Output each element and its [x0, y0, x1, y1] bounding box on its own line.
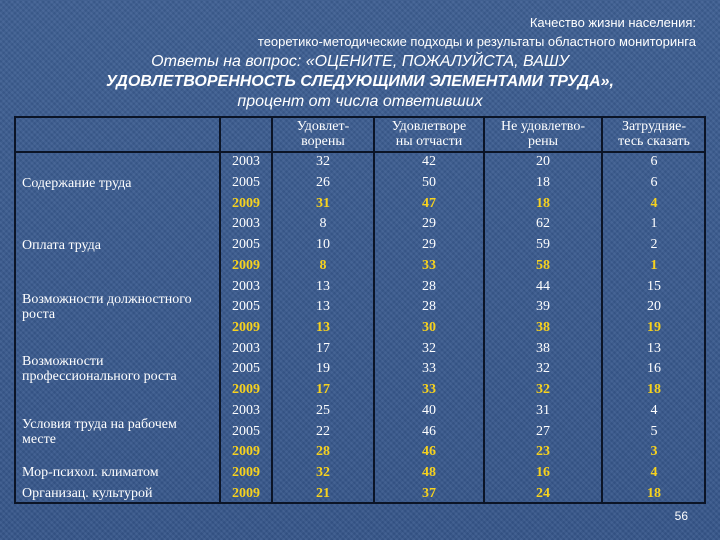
value-cell: 28	[316, 444, 330, 460]
title-line-2: УДОВЛЕТВОРЕННОСТЬ СЛЕДУЮЩИМИ ЭЛЕМЕНТАМИ ТРУДА»,	[106, 73, 614, 90]
title-line-1: Ответы на вопрос: «ОЦЕНИТЕ, ПОЖАЛУЙСТА, ВАШУ	[151, 53, 569, 70]
value-cell: 25	[316, 402, 330, 418]
value-cell: 58	[536, 257, 550, 273]
value-cell: 48	[422, 464, 436, 480]
value-cell: 15	[647, 278, 661, 294]
value-cell: 18	[647, 382, 661, 398]
column-header	[602, 119, 706, 149]
value-cell: 21	[316, 485, 330, 501]
table-border-left	[14, 116, 16, 504]
header-line-2: теоретико-методические подходы и результаты областного мониторинга	[257, 34, 696, 49]
value-cell: 18	[536, 195, 550, 211]
value-cell: 13	[316, 299, 330, 315]
value-cell: 29	[422, 237, 436, 253]
value-cell: 2	[650, 237, 658, 253]
year-cell: 2009	[232, 195, 260, 211]
value-cell: 39	[536, 299, 550, 315]
value-cell: 26	[316, 175, 330, 191]
row-group-label: Организац. культурой	[22, 486, 153, 502]
value-cell: 13	[316, 319, 330, 335]
year-cell: 2009	[232, 319, 260, 335]
row-group-label: Оплата труда	[22, 237, 102, 253]
value-cell: 5	[650, 423, 658, 439]
column-header-line-2: ны отчасти	[395, 134, 463, 149]
row-group-label: Возможности профессионального роста	[22, 354, 177, 385]
value-cell: 29	[422, 216, 436, 232]
value-cell: 3	[650, 444, 658, 460]
value-cell: 4	[650, 402, 658, 418]
value-cell: 42	[422, 154, 436, 170]
value-cell: 16	[647, 361, 661, 377]
value-cell: 27	[536, 423, 550, 439]
year-cell: 2009	[232, 444, 260, 460]
year-cell: 2009	[232, 382, 260, 398]
year-cell: 2003	[232, 402, 260, 418]
value-cell: 6	[650, 175, 658, 191]
value-cell: 17	[316, 382, 330, 398]
year-cell: 2005	[232, 237, 260, 253]
value-cell: 32	[536, 382, 550, 398]
row-group-label: Мор-психол. климатом	[22, 465, 159, 481]
year-cell: 2003	[232, 278, 260, 294]
value-cell: 28	[422, 278, 436, 294]
column-header	[272, 119, 374, 149]
value-cell: 19	[647, 319, 661, 335]
value-cell: 18	[647, 485, 661, 501]
column-header-line-1: Не удовлетво-	[501, 119, 585, 134]
row-group-label: Возможности должностного роста	[22, 292, 192, 323]
year-cell: 2005	[232, 423, 260, 439]
column-header-line-2: рены	[527, 134, 559, 149]
column-header	[374, 119, 484, 149]
year-cell: 2009	[232, 257, 260, 273]
value-cell: 30	[422, 319, 436, 335]
year-cell: 2005	[232, 361, 260, 377]
year-cell: 2003	[232, 340, 260, 356]
column-header-line-2: ворены	[301, 134, 345, 149]
year-cell: 2005	[232, 299, 260, 315]
value-cell: 32	[316, 154, 330, 170]
value-cell: 33	[422, 361, 436, 377]
value-cell: 8	[319, 216, 327, 232]
value-cell: 18	[536, 175, 550, 191]
year-cell: 2009	[232, 464, 260, 480]
row-group-label: Условия труда на рабочем месте	[22, 416, 177, 447]
value-cell: 32	[316, 464, 330, 480]
year-cell: 2005	[232, 175, 260, 191]
value-cell: 47	[422, 195, 436, 211]
value-cell: 16	[536, 464, 550, 480]
value-cell: 33	[422, 382, 436, 398]
value-cell: 38	[536, 319, 550, 335]
value-cell: 46	[422, 423, 436, 439]
value-cell: 4	[650, 195, 658, 211]
value-cell: 20	[536, 154, 550, 170]
value-cell: 23	[536, 444, 550, 460]
value-cell: 40	[422, 402, 436, 418]
value-cell: 44	[536, 278, 550, 294]
value-cell: 37	[422, 485, 436, 501]
value-cell: 1	[650, 216, 658, 232]
value-cell: 6	[650, 154, 658, 170]
value-cell: 22	[316, 423, 330, 439]
year-cell: 2003	[232, 154, 260, 170]
value-cell: 13	[647, 340, 661, 356]
row-group-label: Содержание труда	[22, 175, 132, 191]
value-cell: 59	[536, 237, 550, 253]
value-cell: 31	[316, 195, 330, 211]
value-cell: 1	[650, 257, 658, 273]
value-cell: 17	[316, 340, 330, 356]
page-number: 56	[674, 509, 688, 523]
value-cell: 24	[536, 485, 550, 501]
column-header-line-1: Удовлет-	[296, 119, 350, 134]
value-cell: 31	[536, 402, 550, 418]
satisfaction-table	[14, 116, 706, 504]
value-cell: 19	[316, 361, 330, 377]
year-cell: 2009	[232, 485, 260, 501]
value-cell: 33	[422, 257, 436, 273]
title-line-3: процент от числа ответивших	[237, 93, 483, 110]
value-cell: 50	[422, 175, 436, 191]
header-line-1: Качество жизни населения:	[529, 15, 696, 30]
column-header	[484, 119, 602, 149]
value-cell: 20	[647, 299, 661, 315]
value-cell: 38	[536, 340, 550, 356]
value-cell: 46	[422, 444, 436, 460]
column-header-line-2: тесь сказать	[618, 134, 690, 149]
value-cell: 32	[422, 340, 436, 356]
value-cell: 62	[536, 216, 550, 232]
column-header-line-1: Затрудняе-	[621, 119, 687, 134]
value-cell: 4	[650, 464, 658, 480]
value-cell: 32	[536, 361, 550, 377]
value-cell: 10	[316, 237, 330, 253]
value-cell: 28	[422, 299, 436, 315]
value-cell: 8	[319, 257, 327, 273]
column-header-line-1: Удовлетворе	[391, 119, 467, 134]
year-cell: 2003	[232, 216, 260, 232]
value-cell: 13	[316, 278, 330, 294]
